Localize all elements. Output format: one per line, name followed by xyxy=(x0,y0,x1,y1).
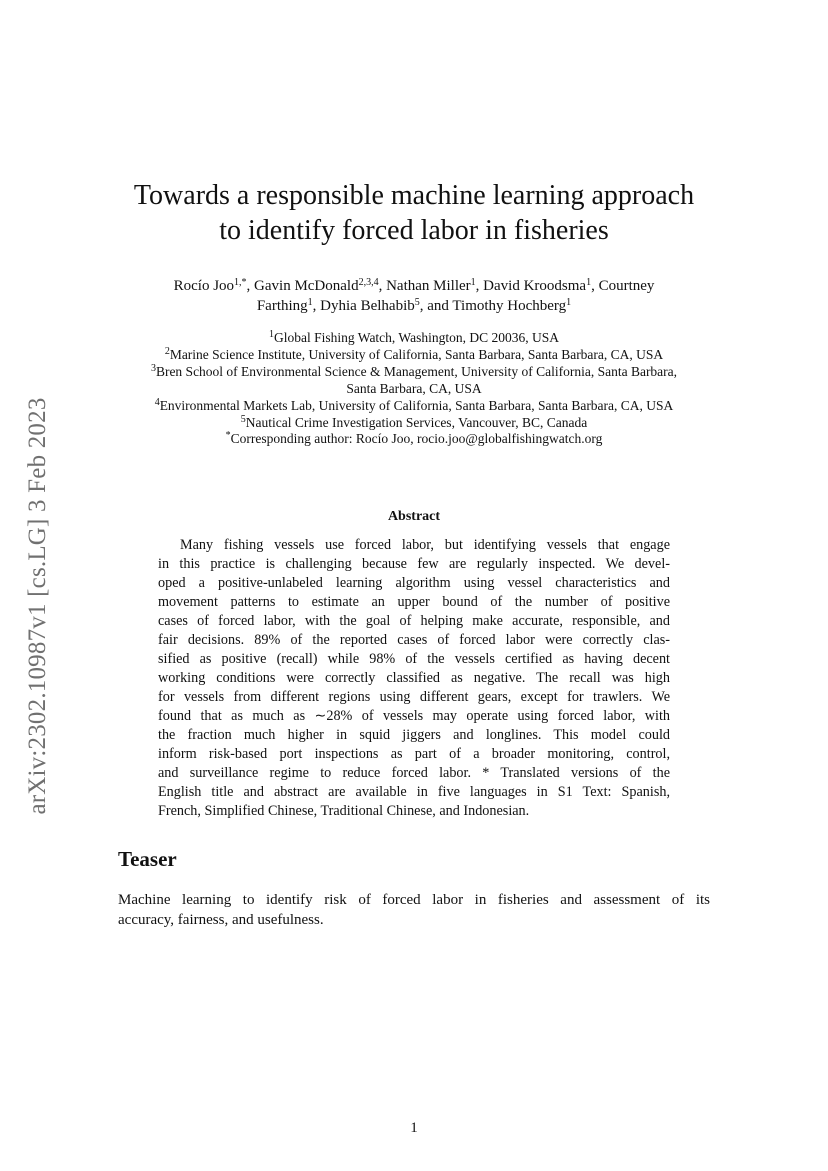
author-separator: , xyxy=(475,278,484,294)
author-list xyxy=(90,276,738,316)
abstract-line: English title and abstract are available in five languages in S1 Text: Spanish, xyxy=(158,784,670,800)
affiliation-text: Santa Barbara, CA, USA xyxy=(346,380,482,396)
abstract-line: French, Simplified Chinese, Traditional Chinese, and Indonesian. xyxy=(158,803,530,819)
affiliation xyxy=(90,364,738,381)
abstract-line: Many fishing vessels use forced labor, but identifying vessels that engage xyxy=(180,537,670,553)
author-line-2 xyxy=(90,296,738,316)
abstract-line: the fraction much higher in squid jiggers and longlines. This model could xyxy=(158,727,670,743)
affiliation-text: Global Fishing Watch, Washington, DC 20036, USA xyxy=(274,330,559,345)
abstract-line: in this practice is challenging because few are regularly inspected. We devel- xyxy=(158,556,670,572)
corresponding-author xyxy=(90,431,738,448)
abstract-body xyxy=(158,536,670,821)
affiliation-mark: 4 xyxy=(154,396,160,408)
abstract-line: inform risk-based port inspections as part of a broader monitoring, control, xyxy=(158,746,670,762)
teaser-heading: Teaser xyxy=(118,847,177,871)
teaser-line: Machine learning to identify risk of forced labor in fisheries and assessment of its xyxy=(118,892,710,908)
author-affiliation-mark: 1 xyxy=(566,297,572,308)
affiliation xyxy=(90,381,738,398)
author-name: Gavin McDonald xyxy=(254,278,359,294)
title-line-2: to identify forced labor in fisheries xyxy=(219,215,609,246)
affiliation xyxy=(90,347,738,364)
abstract-line: oped a positive-unlabeled learning algorithm using vessel characteristics and xyxy=(158,575,670,591)
affiliation-text: Environmental Markets Lab, University of California, Santa Barbara, Santa Barbara, CA, USA xyxy=(159,397,674,413)
author-name: David Kroodsma xyxy=(483,278,587,294)
affiliation-text: Corresponding author: Rocío Joo, rocio.joo@globalfishingwatch.org xyxy=(230,431,603,447)
author-affiliation-mark: 5 xyxy=(414,297,420,308)
author-name: Farthing xyxy=(256,298,308,314)
affiliation-mark: * xyxy=(225,430,231,442)
teaser-body xyxy=(118,890,710,930)
affiliation xyxy=(90,330,738,347)
abstract-line: for vessels from different regions using different gears, except for trawlers. We xyxy=(158,689,670,705)
arxiv-identifier: arXiv:2302.10987v1 [cs.LG] 3 Feb 2023 xyxy=(24,397,51,815)
author-affiliation-mark: 1 xyxy=(307,297,313,308)
affiliation-mark: 2 xyxy=(164,345,170,357)
author-name: Dyhia Belhabib xyxy=(320,298,415,314)
author-separator: , Courtney xyxy=(591,278,655,294)
affiliation xyxy=(90,415,738,432)
abstract-line: and surveillance regime to reduce forced labor. * Translated versions of the xyxy=(158,765,670,781)
abstract-heading: Abstract xyxy=(387,509,441,524)
author-separator: , xyxy=(378,278,387,294)
affiliation-text: Nautical Crime Investigation Services, Vancouver, BC, Canada xyxy=(245,414,588,430)
author-line-1 xyxy=(90,276,738,296)
affiliation-mark: 1 xyxy=(269,329,275,340)
author-name: Rocío Joo xyxy=(173,278,235,294)
paper-title xyxy=(60,178,768,248)
abstract-line: fair decisions. 89% of the reported cases of forced labor were correctly clas- xyxy=(158,632,670,648)
author-name: Timothy Hochberg xyxy=(452,298,567,314)
author-affiliation-mark: 1 xyxy=(586,277,592,288)
author-separator: , xyxy=(246,278,255,294)
title-line-1: Towards a responsible machine learning approach xyxy=(133,180,695,211)
abstract-line: found that as much as ∼28% of vessels may operate using forced labor, with xyxy=(158,708,670,724)
abstract-line: working conditions were correctly classified as negative. The recall was high xyxy=(158,670,670,686)
abstract-line: movement patterns to estimate an upper bound of the number of positive xyxy=(158,594,670,610)
page-number: 1 xyxy=(410,1120,418,1136)
affiliation-mark: 5 xyxy=(240,413,246,425)
affiliation-text: Bren School of Environmental Science & Management, University of California, Santa Barbara, xyxy=(155,363,678,379)
author-affiliation-mark: 1 xyxy=(470,277,476,288)
affiliation-list xyxy=(90,330,738,448)
affiliation-mark: 3 xyxy=(150,362,156,374)
abstract-line: cases of forced labor, with the goal of helping make accurate, responsible, and xyxy=(158,613,670,629)
affiliation-text: Marine Science Institute, University of California, Santa Barbara, Santa Barbara, CA, USA xyxy=(169,346,664,362)
affiliation xyxy=(90,398,738,415)
author-separator: , and xyxy=(419,298,453,314)
author-separator: , xyxy=(312,298,321,314)
author-name: Nathan Miller xyxy=(386,278,471,294)
author-affiliation-mark: 2,3,4 xyxy=(358,277,379,288)
teaser-line: accuracy, fairness, and usefulness. xyxy=(118,912,324,928)
author-affiliation-mark: 1,* xyxy=(234,277,247,288)
abstract-line: sified as positive (recall) while 98% of the vessels certified as having decent xyxy=(158,651,670,667)
